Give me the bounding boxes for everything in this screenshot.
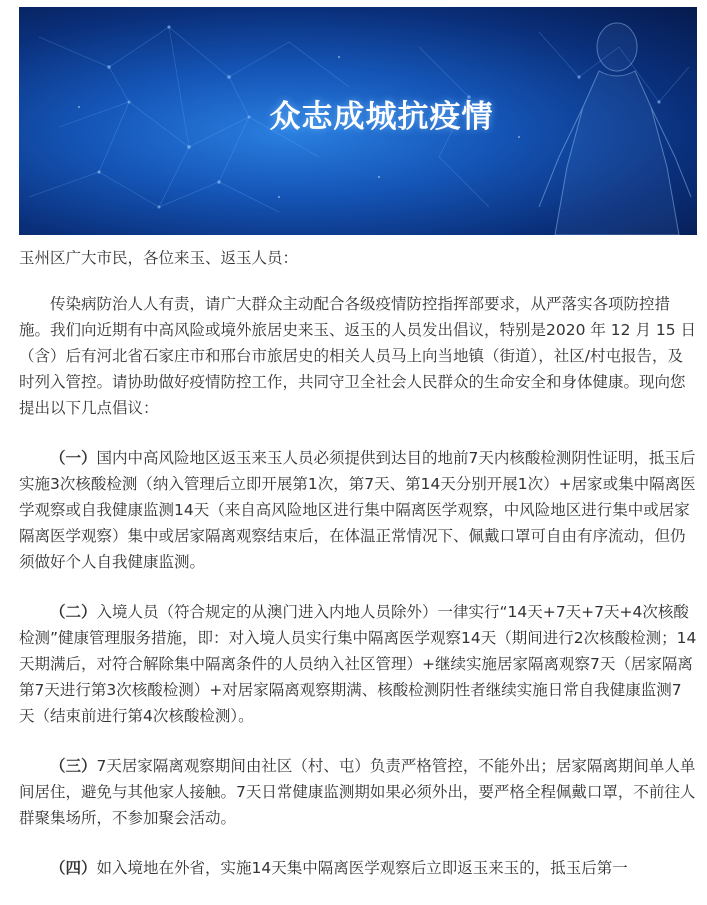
document-body [19, 245, 697, 905]
item-number: （四） [50, 859, 97, 877]
banner-title: 众志成城抗疫情 [269, 99, 494, 135]
item-text: 7天居家隔离观察期间由社区（村、屯）负责严格管控，不能外出；居家隔离期间单人单间居住，避免与其他家人接触。7天日常健康监测期如果必须外出，要严格全程佩戴口罩，不前往人群聚集场所，不参加聚会活动。 [19, 757, 696, 827]
greeting-text: 玉州区广大市民，各位来玉、返玉人员： [19, 249, 299, 267]
item-paragraph-2 [19, 599, 697, 729]
item-number: （二） [50, 603, 97, 621]
banner-image [19, 7, 697, 235]
item-text: 如入境地在外省，实施14天集中隔离医学观察后立即返玉来玉的，抵玉后第一 [96, 859, 628, 877]
item-text: 入境人员（符合规定的从澳门进入内地人员除外）一律实行“14天+7天+7天+4次核酸检测”健康管理服务措施，即：对入境人员实行集中隔离医学观察14天（期间进行2次核酸检测；14天期满后，对符合解除集中隔离条件的人员纳入社区管理）+继续实施居家隔离观察7天（居家隔离第7天进行第3次核酸检测）+对居家隔离观察期满、核酸检测阴性者继续实施日常自我健康监测7天（结束前进行第4次核酸检测）。 [19, 603, 697, 725]
item-number: （三） [50, 757, 97, 775]
intro-paragraph: 传染病防治人人有责，请广大群众主动配合各级疫情防控指挥部要求，从严落实各项防控措施。我们向近期有中高风险或境外旅居史来玉、返玉的人员发出倡议，特别是2020 年 12 月 15 日（含）后有河北省石家庄市和邢台市旅居史的相关人员马上向当地镇（街道），社区/村屯报告，及时列入管控。请协助做好疫情防控工作，共同守卫全社会人民群众的生命安全和身体健康。现向您提出以下几点倡议： [19, 295, 697, 417]
item-number: （一） [50, 449, 97, 467]
item-paragraph-1 [19, 445, 697, 575]
item-paragraph-4 [19, 855, 697, 881]
item-paragraph-3 [19, 753, 697, 831]
item-text: 国内中高风险地区返玉来玉人员必须提供到达目的地前7天内核酸检测阴性证明，抵玉后实施3次核酸检测（纳入管理后立即开展第1次，第7天、第14天分别开展1次）+居家或集中隔离医学观察或自我健康监测14天（来自高风险地区进行集中隔离医学观察，中风险地区进行集中或居家隔离医学观察）集中或居家隔离观察结束后，在体温正常情况下、佩戴口罩可自由有序流动，但仍须做好个人自我健康监测。 [19, 449, 696, 571]
